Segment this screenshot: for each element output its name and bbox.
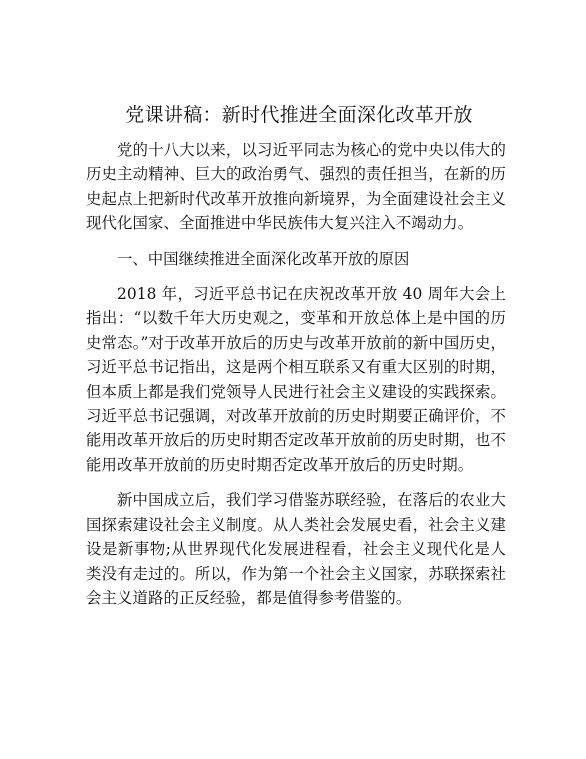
body-paragraph-soviet-experience: 新中国成立后，我们学习借鉴苏联经验，在落后的农业大国探索建设社会主义制度。从人类社会发展史看，社会主义建设是新事物;从世界现代化发展进程看，社会主义现代化是人类没有走过的。所以，作为第一个社会主义国家，苏联探索社会主义道路的正反经验，都是值得参考借鉴的。 <box>86 491 506 607</box>
section-heading: 一、中国继续推进全面深化改革开放的原因 <box>117 249 410 268</box>
intro-paragraph: 党的十八大以来，以习近平同志为核心的党中央以伟大的历史主动精神、巨大的政治勇气、强烈的责任担当，在新的历史起点上把新时代改革开放推向新境界，为全面建设社会主义现代化国家、全面推进中华民族伟大复兴注入不竭动力。 <box>86 141 506 233</box>
document-page <box>86 101 506 610</box>
body-paragraph-reform-history: 2018 年，习近平总书记在庆祝改革开放 40 周年大会上指出：“以数千年大历史观之，变革和开放总体上是中国的历史常态。”对于改革开放后的历史与改革开放前的新中国历史，习近平总书记指出，这是两个相互联系又有重大区别的时期，但本质上都是我们党领导人民进行社会主义建设的实践探索。习近平总书记强调，对改革开放前的历史时期要正确评价，不能用改革开放后的历史时期否定改革开放前的历史时期，也不能用改革开放前的历史时期否定改革开放后的历史时期。 <box>86 285 506 474</box>
document-title: 党课讲稿：新时代推进全面深化改革开放 <box>125 104 473 126</box>
